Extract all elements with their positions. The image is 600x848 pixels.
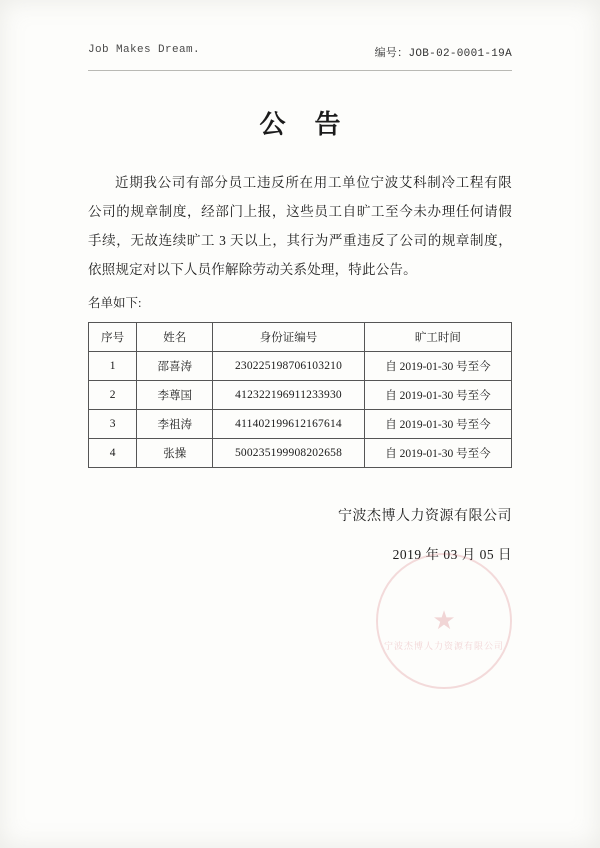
cell-id-number: 230225198706103210 bbox=[213, 352, 365, 381]
cell-name: 李尊国 bbox=[137, 381, 213, 410]
announcement-body: 近期我公司有部分员工违反所在用工单位宁波艾科制冷工程有限公司的规章制度，经部门上报，这些员工自旷工至今未办理任何请假手续，无故连续旷工 3 天以上，其行为严重违反了公司的规章制度，依照规定对以下人员作解除劳动关系处理，特此公告。 bbox=[88, 175, 512, 277]
seal-company-text: 宁波杰博人力资源有限公司 bbox=[383, 641, 505, 651]
cell-absence-time: 自 2019-01-30 号至今 bbox=[364, 439, 511, 468]
column-header-absence-time: 旷工时间 bbox=[364, 323, 511, 352]
column-header-name: 姓名 bbox=[137, 323, 213, 352]
name-list-label: 名单如下: bbox=[88, 296, 142, 310]
signature-date: 2019 年 03 月 05 日 bbox=[392, 547, 512, 562]
company-slogan: Job Makes Dream. bbox=[88, 44, 201, 56]
table-row bbox=[89, 439, 512, 468]
cell-name: 张操 bbox=[137, 439, 213, 468]
signature-company: 宁波杰博人力资源有限公司 bbox=[338, 509, 512, 524]
page-title: 公 告 bbox=[259, 110, 351, 140]
cell-absence-time: 自 2019-01-30 号至今 bbox=[364, 381, 511, 410]
cell-id-number: 500235199908202658 bbox=[213, 439, 365, 468]
cell-index: 1 bbox=[89, 352, 137, 381]
cell-name: 李祖涛 bbox=[137, 410, 213, 439]
cell-index: 2 bbox=[89, 381, 137, 410]
name-list-table bbox=[88, 322, 512, 468]
page-header bbox=[88, 44, 512, 71]
cell-absence-time: 自 2019-01-30 号至今 bbox=[364, 352, 511, 381]
document-number bbox=[375, 44, 512, 60]
document-number-label: 编号： bbox=[374, 48, 409, 60]
cell-id-number: 411402199612167614 bbox=[213, 410, 365, 439]
company-seal-stamp bbox=[376, 553, 512, 689]
cell-id-number: 412322196911233930 bbox=[213, 381, 365, 410]
document-number-value: JOB-02-0001-19A bbox=[408, 48, 512, 60]
column-header-index: 序号 bbox=[89, 323, 137, 352]
table-header-row bbox=[89, 323, 512, 352]
cell-index: 4 bbox=[89, 439, 137, 468]
cell-index: 3 bbox=[89, 410, 137, 439]
table-row bbox=[89, 410, 512, 439]
column-header-id: 身份证编号 bbox=[213, 323, 365, 352]
cell-absence-time: 自 2019-01-30 号至今 bbox=[364, 410, 511, 439]
cell-name: 邵喜涛 bbox=[137, 352, 213, 381]
table-row bbox=[89, 381, 512, 410]
star-icon: ★ bbox=[432, 606, 456, 635]
table-row bbox=[89, 352, 512, 381]
